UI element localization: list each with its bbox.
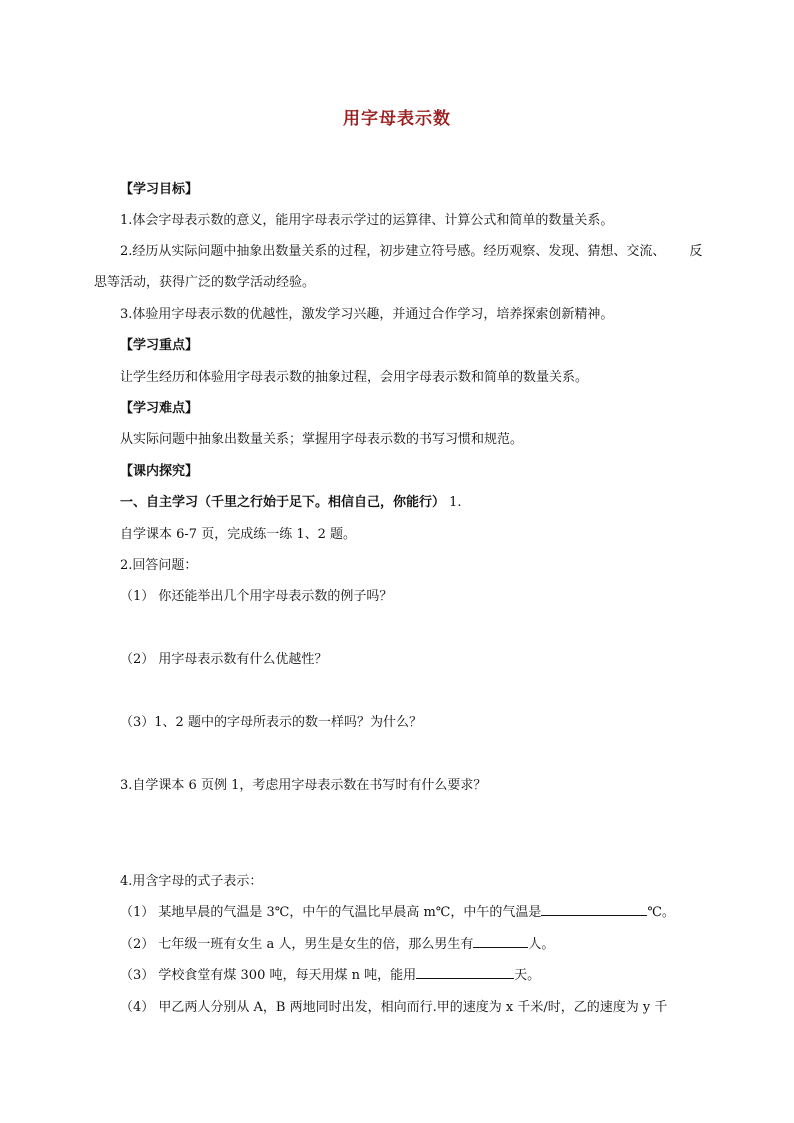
self-study-number: 1. [449, 495, 462, 510]
page-title: 用字母表示数 [343, 109, 451, 129]
question-4-2 [120, 933, 554, 952]
question-2-1: （1） 你还能举出几个用字母表示数的例子吗？ [120, 589, 393, 604]
question-4: 4.用含字母的式子表示： [120, 874, 263, 889]
question-4-3 [120, 964, 540, 983]
section-heading-goals: 【学习目标】 [120, 182, 199, 197]
question-4-3-unit: 天。 [514, 968, 541, 983]
question-4-2-text: （2） 七年级一班有女生 a 人，男生是女生的倍，那么男生有 [120, 937, 474, 952]
goal-item-1: 1.体会字母表示数的意义，能用字母表示学过的运算律、计算公式和简单的数量关系。 [120, 213, 614, 228]
goal-item-2-tail: 反 [689, 244, 703, 259]
goal-item-2-text: 2.经历从实际问题中抽象出数量关系的过程，初步建立符号感。经历观察、发现、猜想、交流、 [120, 244, 666, 259]
task-1: 自学课本 6-7 页，完成练一练 1、2 题。 [120, 527, 357, 542]
answer-blank-2[interactable] [473, 935, 528, 948]
section-heading-difficulty: 【学习难点】 [120, 401, 199, 416]
question-4-1 [120, 901, 675, 920]
question-2: 2.回答问题： [120, 558, 198, 573]
question-3: 3.自学课本 6 页例 1，考虑用字母表示数在书写时有什么要求？ [120, 778, 487, 793]
answer-blank-1[interactable] [541, 903, 647, 916]
question-4-1-text: （1） 某地早晨的气温是 3℃，中午的气温比早晨高 m℃，中午的气温是 [120, 905, 542, 920]
question-4-4: （4） 甲乙两人分别从 A，B 两地同时出发，相向而行.甲的速度为 x 千米/时，乙的速度为 y 千 [120, 1000, 668, 1015]
section-heading-explore: 【课内探究】 [120, 464, 199, 479]
question-4-1-unit: ℃。 [647, 905, 675, 920]
keypoint-text: 让学生经历和体验用字母表示数的抽象过程，会用字母表示数和简单的数量关系。 [120, 370, 589, 385]
difficulty-text: 从实际问题中抽象出数量关系；掌握用字母表示数的书写习惯和规范。 [120, 432, 524, 447]
question-2-3: （3）1、2 题中的字母所表示的数一样吗？为什么？ [120, 715, 422, 730]
goal-item-2-continued: 思等活动，获得广泛的数学活动经验。 [94, 275, 316, 290]
question-2-2: （2） 用字母表示数有什么优越性？ [120, 652, 328, 667]
goal-item-3: 3.体验用字母表示数的优越性，激发学习兴趣，并通过合作学习，培养探索创新精神。 [120, 307, 614, 322]
question-4-3-text: （3） 学校食堂有煤 300 吨，每天用煤 n 吨，能用 [120, 968, 417, 983]
question-4-2-unit: 人。 [528, 937, 555, 952]
self-study-heading [120, 491, 462, 510]
self-study-title: 一、自主学习（千里之行始于足下。相信自己，你能行） [120, 495, 446, 510]
section-heading-keypoint: 【学习重点】 [120, 338, 199, 353]
answer-blank-3[interactable] [416, 966, 514, 979]
goal-item-2 [120, 240, 702, 259]
